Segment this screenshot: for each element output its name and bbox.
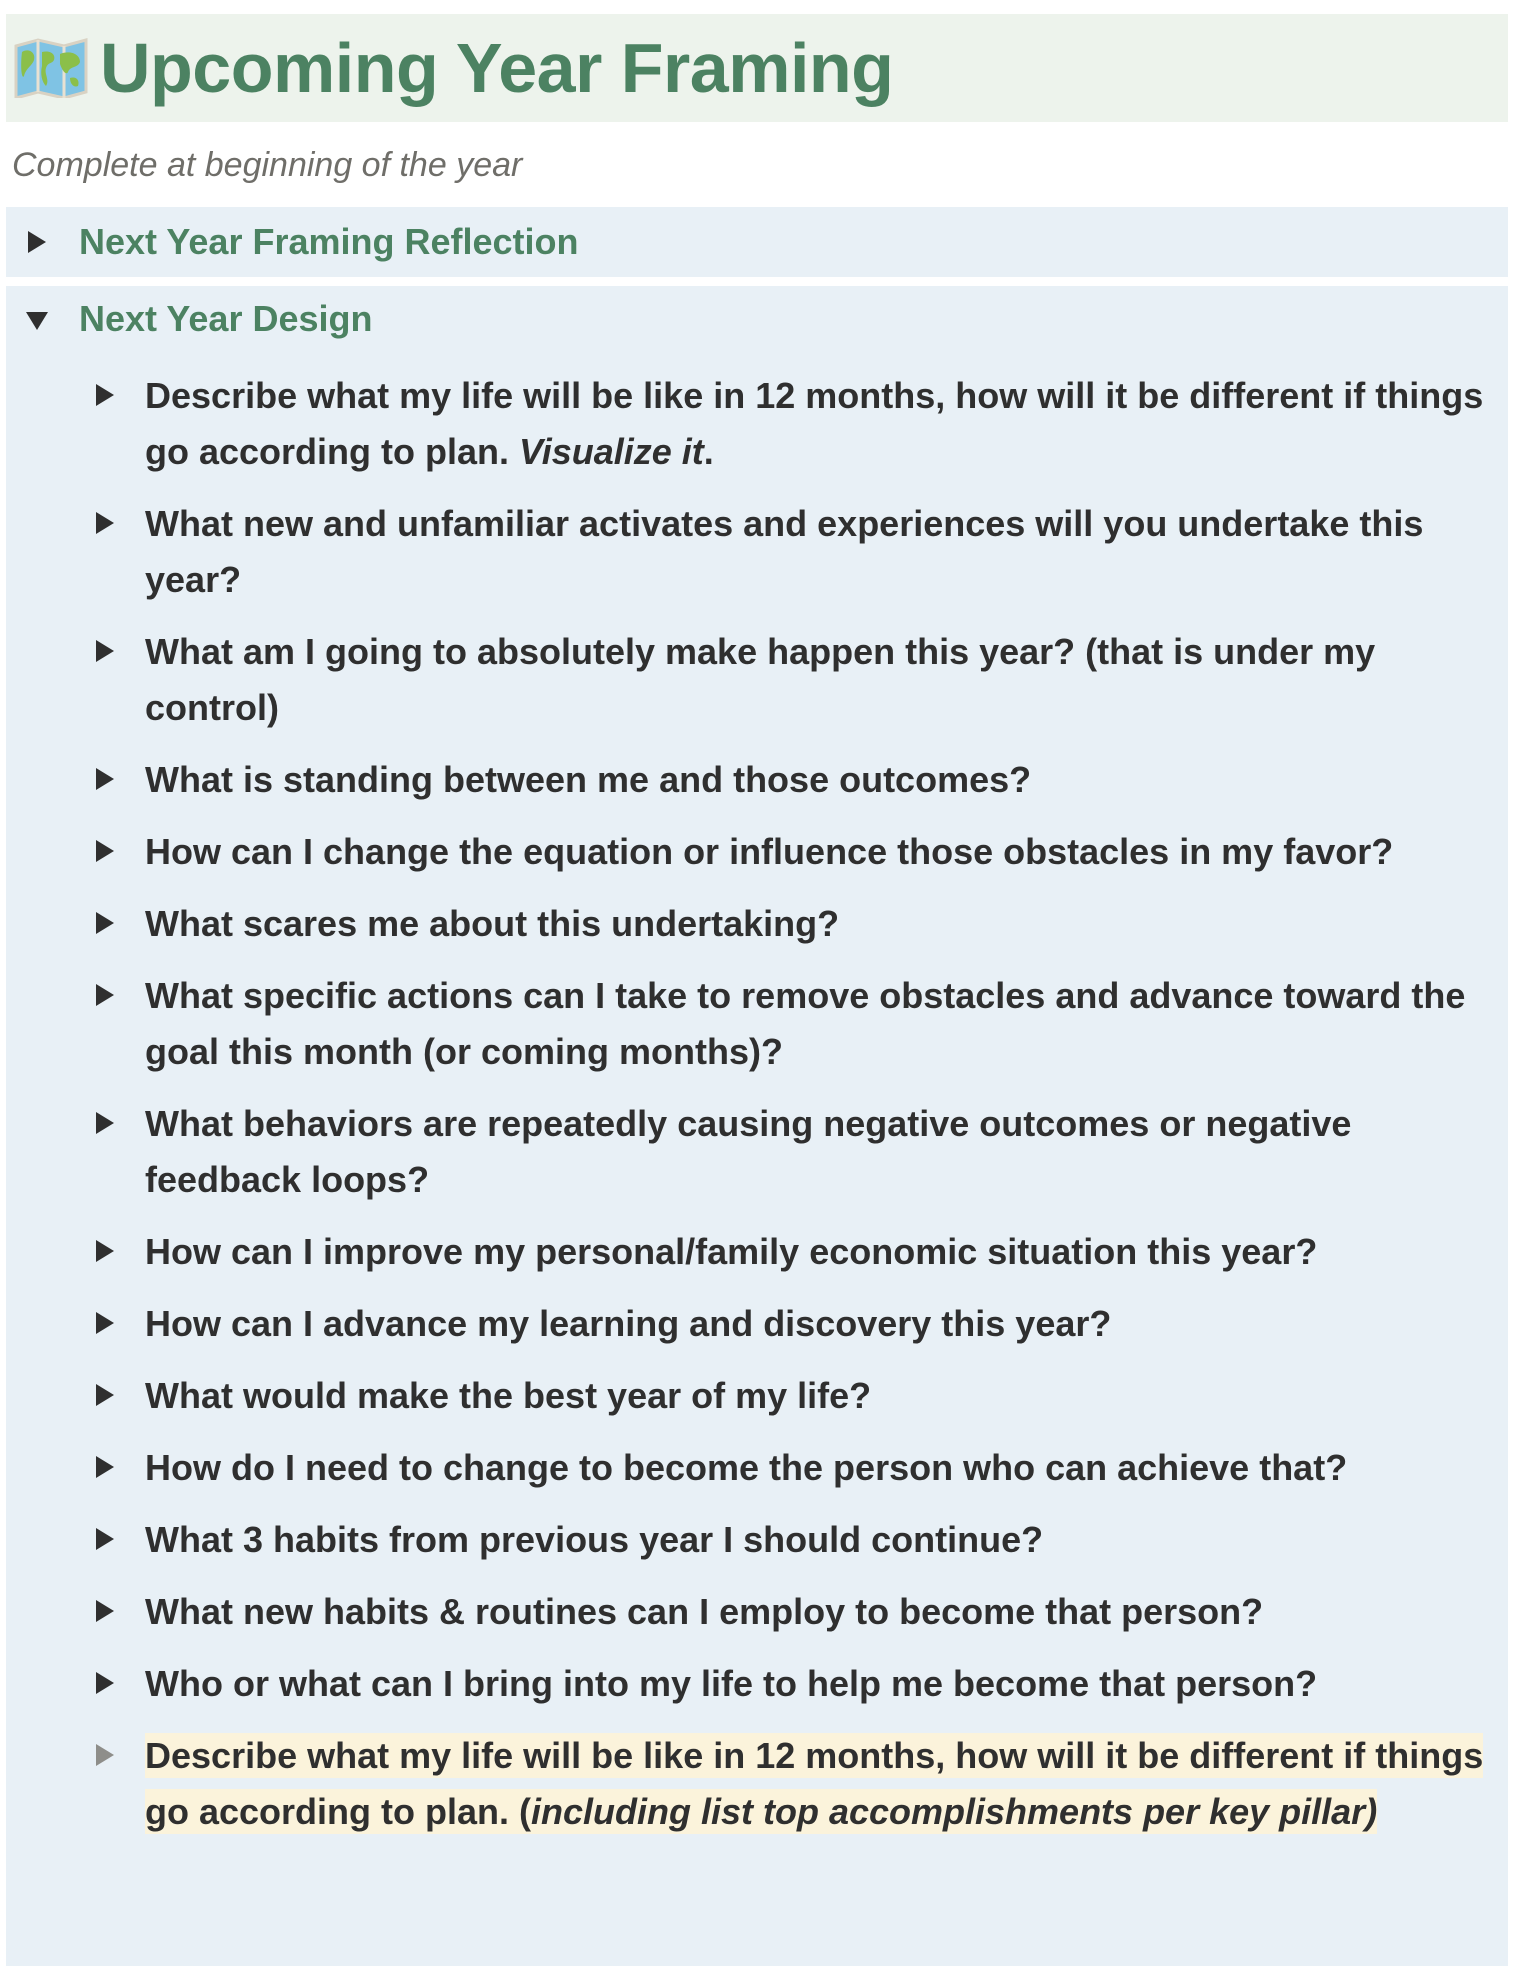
toggle-next-year-design[interactable] (6, 286, 1508, 1966)
triangle-right-icon[interactable] (28, 231, 46, 253)
question-toggle[interactable] (6, 1224, 1508, 1280)
triangle-right-icon[interactable] (96, 384, 114, 406)
question-toggle[interactable] (6, 496, 1508, 608)
triangle-right-icon[interactable] (96, 640, 114, 662)
triangle-down-icon[interactable] (26, 312, 48, 330)
triangle-right-icon[interactable] (96, 1672, 114, 1694)
triangle-right-icon[interactable] (96, 1744, 114, 1766)
question-toggle[interactable] (6, 824, 1508, 880)
triangle-right-icon[interactable] (96, 768, 114, 790)
question-toggle-highlighted[interactable] (6, 1728, 1508, 1840)
world-map-icon (14, 38, 88, 98)
question-text: How can I improve my personal/family economic situation this year? (145, 1231, 1318, 1272)
toggle-title: Next Year Design (79, 298, 373, 339)
triangle-right-icon[interactable] (96, 1456, 114, 1478)
question-text: What scares me about this undertaking? (145, 903, 840, 944)
question-toggle[interactable] (6, 368, 1508, 480)
toggle-title: Next Year Framing Reflection (79, 221, 579, 262)
question-text: How can I change the equation or influence those obstacles in my favor? (145, 831, 1394, 872)
triangle-right-icon[interactable] (96, 1384, 114, 1406)
question-text: How can I advance my learning and discovery this year? (145, 1303, 1112, 1344)
toggle-header[interactable] (6, 286, 1508, 356)
question-list (6, 368, 1508, 1856)
question-toggle[interactable] (6, 1096, 1508, 1208)
question-text: What is standing between me and those outcomes? (145, 759, 1032, 800)
triangle-right-icon[interactable] (96, 1600, 114, 1622)
question-text: How do I need to change to become the person who can achieve that? (145, 1447, 1348, 1488)
question-toggle[interactable] (6, 1584, 1508, 1640)
question-toggle[interactable] (6, 1368, 1508, 1424)
toggle-header[interactable] (6, 207, 1508, 277)
question-text: What 3 habits from previous year I should continue? (145, 1519, 1044, 1560)
triangle-right-icon[interactable] (96, 512, 114, 534)
highlighted-text: Describe what my life will be like in 12 months, how will it be different if things go according to plan. (including list top accomplishments per key pillar) (145, 1735, 1484, 1832)
toggle-next-year-framing-reflection[interactable] (6, 207, 1508, 277)
triangle-right-icon[interactable] (96, 840, 114, 862)
question-text: What new and unfamiliar activates and experiences will you undertake this year? (145, 503, 1424, 600)
title-banner (6, 14, 1508, 122)
question-text: Describe what my life will be like in 12 months, how will it be different if things go according to plan. Visualize it. (145, 375, 1484, 472)
triangle-right-icon[interactable] (96, 984, 114, 1006)
question-toggle[interactable] (6, 968, 1508, 1080)
question-text: What specific actions can I take to remove obstacles and advance toward the goal this month (or coming months)? (145, 975, 1466, 1072)
page-subtitle: Complete at beginning of the year (12, 146, 523, 184)
question-toggle[interactable] (6, 896, 1508, 952)
triangle-right-icon[interactable] (96, 1528, 114, 1550)
question-text: What behaviors are repeatedly causing negative outcomes or negative feedback loops? (145, 1103, 1352, 1200)
question-text: What am I going to absolutely make happen this year? (that is under my control) (145, 631, 1376, 728)
question-text: What would make the best year of my life? (145, 1375, 872, 1416)
question-toggle[interactable] (6, 1656, 1508, 1712)
question-toggle[interactable] (6, 752, 1508, 808)
question-toggle[interactable] (6, 1440, 1508, 1496)
triangle-right-icon[interactable] (96, 1240, 114, 1262)
triangle-right-icon[interactable] (96, 1112, 114, 1134)
question-text (145, 1728, 1485, 1840)
page-title: Upcoming Year Framing (100, 29, 894, 107)
question-toggle[interactable] (6, 1296, 1508, 1352)
triangle-right-icon[interactable] (96, 1312, 114, 1334)
triangle-right-icon[interactable] (96, 912, 114, 934)
question-toggle[interactable] (6, 1512, 1508, 1568)
question-text: What new habits & routines can I employ to become that person? (145, 1591, 1264, 1632)
question-text: Who or what can I bring into my life to help me become that person? (145, 1663, 1318, 1704)
question-toggle[interactable] (6, 624, 1508, 736)
